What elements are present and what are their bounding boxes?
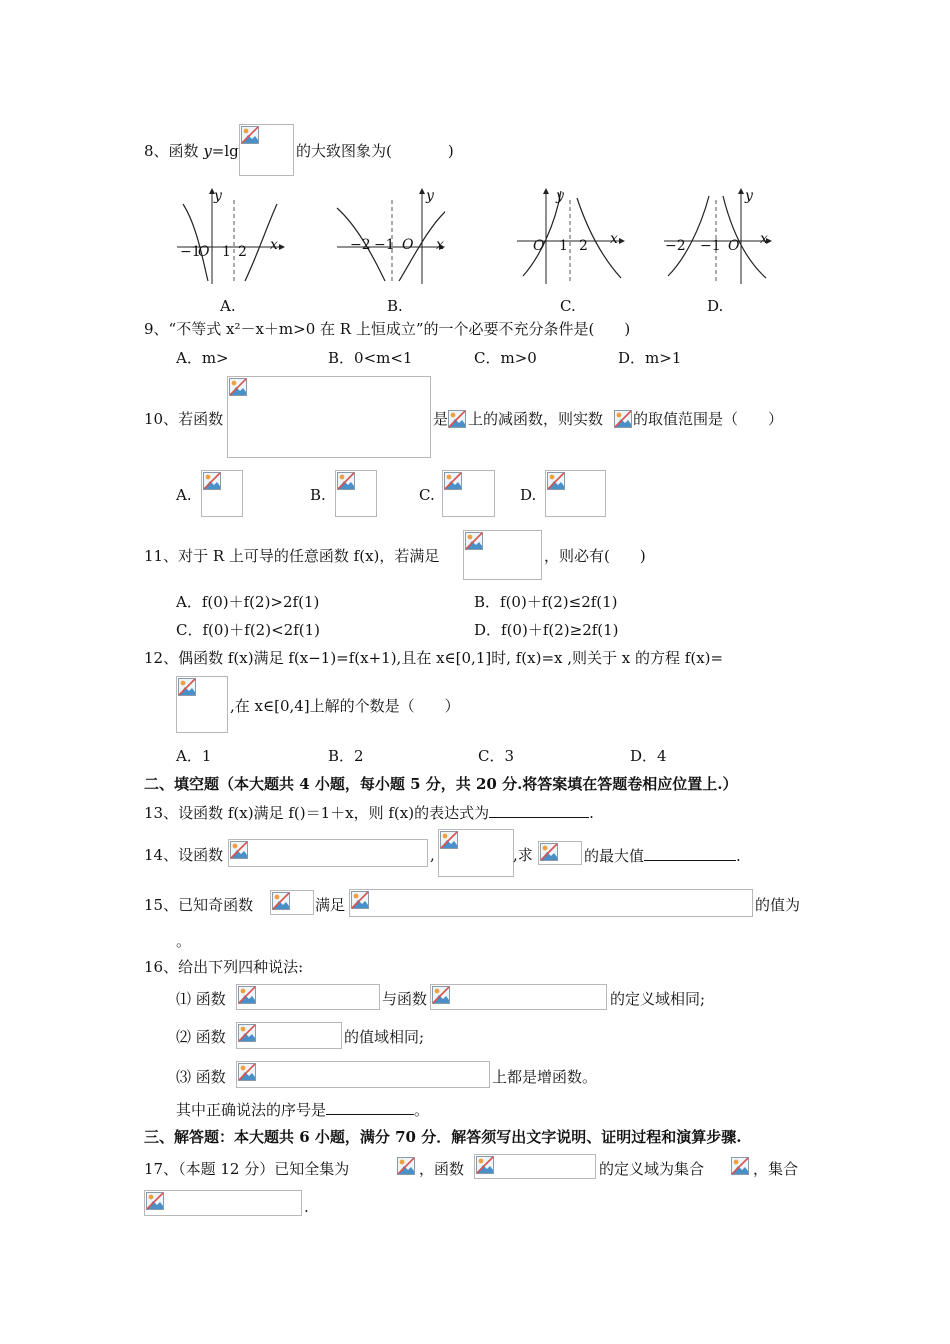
q14-stem-prefix: 14、设函数 [144, 846, 224, 864]
q10-stem-post: 的取值范围是（ ） [633, 410, 784, 428]
broken-image-icon [178, 678, 196, 696]
broken-image-icon [238, 1024, 256, 1042]
q8-a-y-label: y [214, 188, 222, 204]
broken-image-icon [465, 532, 483, 550]
q11-option-d: D．f(0)＋f(2)≥2f(1) [474, 621, 619, 639]
q8-option-a: A. [220, 297, 236, 315]
q16-s1-post: 的定义域相同; [610, 990, 706, 1008]
q11-stem-prefix: 11、对于 R 上可导的任意函数 f(x)，若满足 [144, 547, 440, 565]
broken-image-icon [238, 1063, 256, 1081]
broken-image-icon [229, 378, 247, 396]
broken-image-icon [230, 841, 248, 859]
q8-a-x-label: x [270, 237, 278, 253]
q8-b-tick: −2 [350, 237, 371, 253]
broken-image-icon [432, 986, 450, 1004]
q10-option-b: B. [310, 486, 326, 504]
q11-condition-image [463, 530, 542, 580]
q16-s2-func-image [236, 1022, 342, 1049]
broken-image-icon [241, 126, 259, 144]
q15-stem-mid: 满足 [315, 896, 346, 914]
q8-a-origin: O [198, 244, 210, 260]
q9-stem: 9、“不等式 x²－x＋m>0 在 R 上恒成立”的一个必要不充分条件是( ) [144, 320, 631, 338]
q8-d-origin: O [728, 238, 740, 254]
q16-s2-prefix: ⑵ 函数 [176, 1028, 226, 1046]
q11-stem-post: ，则必有( ) [544, 547, 646, 565]
broken-image-icon [238, 986, 256, 1004]
broken-image-icon [397, 1157, 415, 1175]
q10-option-c-image [442, 470, 495, 517]
q8-option-b: B. [387, 297, 403, 315]
q8-stem-tail [296, 142, 454, 160]
q8-c-tick: 2 [579, 238, 588, 254]
q10-stem-mid1: 是 [433, 410, 449, 428]
q14-end: . [736, 847, 741, 865]
q15-end: 。 [176, 932, 192, 950]
broken-image-icon [547, 472, 565, 490]
broken-image-icon [146, 1192, 164, 1210]
q16-s1-func1-image [236, 984, 380, 1010]
q8-formula-image [239, 124, 294, 176]
q8-c-tick: 1 [559, 238, 568, 254]
q14-comma: , [430, 846, 435, 864]
broken-image-icon [476, 1156, 494, 1174]
q16-s1-mid: 与函数 [382, 990, 428, 1008]
q8-c-origin: O [533, 238, 545, 254]
q8-stem-y: y [203, 142, 212, 160]
broken-image-icon [444, 472, 462, 490]
q8-a-tick: 1 [222, 244, 231, 260]
q14-function-image [228, 839, 428, 867]
q10-stem-mid2: 上的减函数，则实数 [468, 410, 604, 428]
q8-c-y-label: y [556, 188, 564, 204]
q13-stem [144, 803, 594, 822]
q11-option-b: B．f(0)＋f(2)≤2f(1) [474, 593, 618, 611]
broken-image-icon [440, 831, 458, 849]
q9-option-b: B．0<m<1 [328, 349, 413, 367]
q12-option-c: C．3 [478, 747, 515, 765]
q17-end: . [304, 1198, 309, 1216]
q13-answer-blank[interactable] [489, 803, 589, 818]
q8-b-origin: O [402, 237, 414, 253]
q16-s1-prefix: ⑴ 函数 [176, 990, 226, 1008]
q12-option-b: B．2 [328, 747, 364, 765]
q10-option-d: D. [520, 486, 537, 504]
q14-target-image [538, 841, 582, 865]
q16-s3-post: 上都是增函数。 [492, 1068, 598, 1086]
q17-stem-mid2: 的定义域为集合 [599, 1160, 705, 1178]
q10-option-a-image [201, 470, 243, 517]
q14-condition-image [438, 829, 514, 877]
q17-set-a-image [731, 1157, 751, 1179]
q16-conclusion [176, 1100, 429, 1119]
q13-stem-text: 13、设函数 f(x)满足 f()＝1＋x，则 f(x)的表达式为 [144, 804, 490, 822]
q15-function-image [270, 890, 314, 915]
q8-stem-close: ) [447, 142, 454, 160]
q10-stem-prefix: 10、若函数 [144, 410, 224, 428]
q8-d-y-label: y [745, 188, 753, 204]
q16-s2-post: 的值域相同; [344, 1028, 425, 1046]
q17-set-b-image [144, 1190, 302, 1216]
q13-end: . [589, 804, 594, 822]
q17-stem-post: ，集合 [753, 1160, 799, 1178]
broken-image-icon [337, 472, 355, 490]
q8-a-tick: −1 [180, 244, 201, 260]
q16-s1-func2-image [430, 984, 607, 1010]
q15-stem-post: 的值为 [755, 896, 801, 914]
q8-stem-prefix: 8、函数 [144, 142, 204, 160]
broken-image-icon [614, 410, 632, 428]
q14-stem-mid: ,求 [513, 846, 533, 864]
q8-b-x-label: x [436, 237, 444, 253]
q8-graph-a [175, 186, 285, 286]
q10-option-d-image [545, 470, 606, 517]
q10-domain-image [448, 410, 466, 428]
q8-stem [144, 142, 239, 160]
q16-end: 。 [414, 1101, 430, 1119]
q15-stem-prefix: 15、已知奇函数 [144, 896, 254, 914]
q12-equation-image [176, 676, 228, 733]
q15-condition-image [349, 889, 753, 917]
q17-stem-prefix: 17、（本题 12 分）已知全集为 [144, 1160, 350, 1178]
q8-a-tick: 2 [238, 244, 247, 260]
q14-stem-tail [584, 846, 741, 865]
q8-option-c: C. [560, 297, 576, 315]
q10-var-image [614, 410, 632, 428]
q17-stem-mid1: ，函数 [419, 1160, 465, 1178]
q8-b-y-label: y [426, 188, 434, 204]
q14-answer-blank[interactable] [644, 846, 736, 861]
section-2-heading: 二、填空题（本大题共 4 小题，每小题 5 分，共 20 分.将答案填在答题卷相应位置上.） [144, 775, 738, 793]
q10-option-a: A. [176, 486, 192, 504]
q8-graph-d [662, 186, 772, 286]
broken-image-icon [540, 843, 558, 861]
q8-graph-c [515, 186, 625, 286]
q10-function-image [227, 376, 431, 458]
q8-option-d: D. [707, 297, 724, 315]
q9-option-a: A．m> [176, 349, 229, 367]
q12-option-a: A．1 [176, 747, 212, 765]
q17-universal-set-image [397, 1157, 417, 1179]
q12-stem-line1: 12、偶函数 f(x)满足 f(x−1)=f(x+1),且在 x∈[0,1]时, f(x)=x ,则关于 x 的方程 f(x)= [144, 649, 724, 667]
q10-option-c: C. [419, 486, 435, 504]
q16-s3-prefix: ⑶ 函数 [176, 1068, 226, 1086]
broken-image-icon [351, 891, 369, 909]
q10-option-b-image [335, 470, 377, 517]
q8-d-tick: −1 [700, 238, 721, 254]
q16-answer-blank[interactable] [326, 1100, 414, 1115]
broken-image-icon [731, 1157, 749, 1175]
q8-b-tick: −1 [374, 237, 395, 253]
q16-s3-func-image [236, 1061, 490, 1088]
q12-stem-line2: ,在 x∈[0,4]上解的个数是（ ） [230, 697, 460, 715]
q8-d-x-label: x [760, 231, 768, 247]
q9-option-d: D．m>1 [618, 349, 682, 367]
q8-stem-eq: =lg [211, 142, 239, 160]
q11-option-c: C．f(0)＋f(2)<2f(1) [176, 621, 320, 639]
section-3-heading: 三、解答题：本大题共 6 小题，满分 70 分．解答须写出文字说明、证明过程和演算步骤. [144, 1128, 742, 1146]
broken-image-icon [448, 410, 466, 428]
q17-function-image [474, 1154, 596, 1179]
broken-image-icon [272, 892, 290, 910]
q11-option-a: A．f(0)＋f(2)>2f(1) [176, 593, 320, 611]
q14-stem-post: 的最大值 [584, 847, 645, 865]
q8-stem-post: 的大致图象为( [296, 142, 392, 160]
q16-conclusion-text: 其中正确说法的序号是 [176, 1101, 327, 1119]
q12-option-d: D．4 [630, 747, 667, 765]
broken-image-icon [203, 472, 221, 490]
q8-d-tick: −2 [665, 238, 686, 254]
q8-c-x-label: x [610, 231, 618, 247]
q9-option-c: C．m>0 [474, 349, 537, 367]
q16-stem: 16、给出下列四种说法: [144, 958, 304, 976]
